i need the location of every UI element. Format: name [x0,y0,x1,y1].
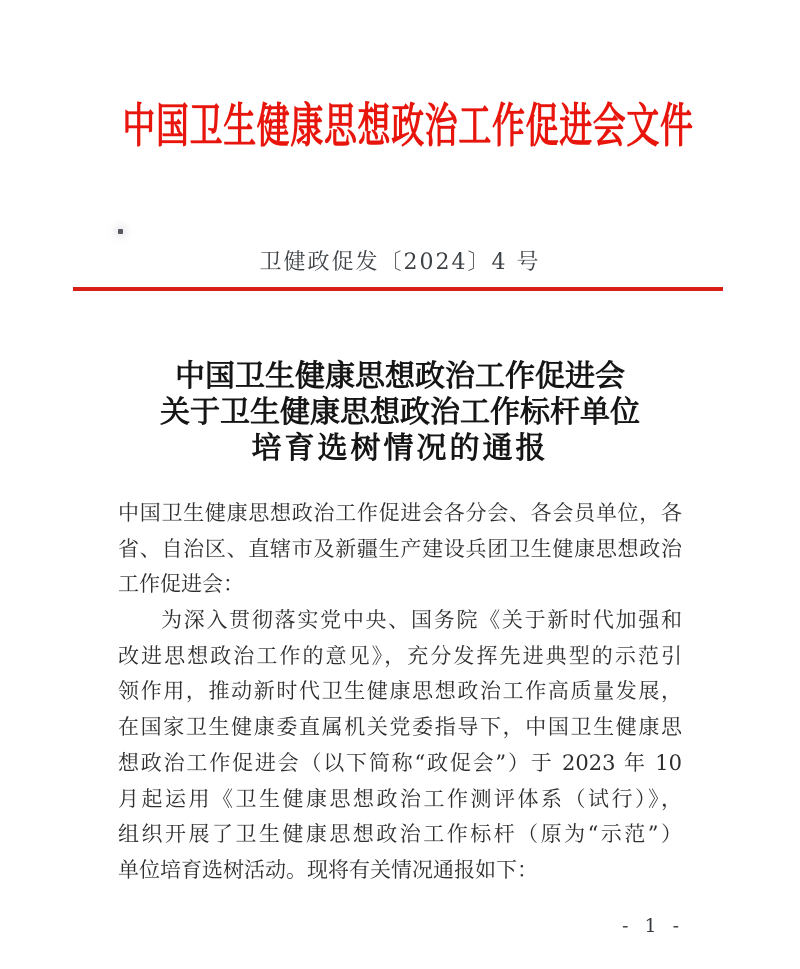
scan-speck [118,229,123,234]
letterhead [0,97,800,157]
document-title-line-2: 关于卫生健康思想政治工作标杆单位 [160,395,640,430]
document-title [0,359,800,467]
body-line: 中国卫生健康思想政治工作促进会各分会、各会员单位，各 [118,501,682,525]
document-body [118,496,682,889]
document-title-line-3: 培育选树情况的通报 [251,431,549,466]
document-number: 卫健政促发〔2024〕4 号 [259,250,541,275]
red-divider-rule [73,287,723,291]
body-line: 想政治工作促进会（以下简称“政促会”）于 2023 年 10 [118,750,682,775]
body-line: 为深入贯彻落实党中央、国务院《关于新时代加强和 [161,608,682,633]
body-line: 组织开展了卫生健康思想政治工作标杆（原为“示范”） [118,822,682,847]
body-line: 在国家卫生健康委直属机关党委指导下，中国卫生健康思 [118,715,682,740]
body-line: 改进思想政治工作的意见》，充分发挥先进典型的示范引 [118,643,682,668]
body-line: 省、自治区、直辖市及新疆生产建设兵团卫生健康思想政治 [118,536,682,561]
body-line: 单位培育选树活动。现将有关情况通报如下： [118,857,538,882]
letterhead-title: 中国卫生健康思想政治工作促进会文件 [122,99,694,154]
body-line: 工作促进会： [118,572,244,597]
document-title-line-1: 中国卫生健康思想政治工作促进会 [175,359,625,394]
page-number: - 1 - [621,915,684,937]
body-line: 领作用，推动新时代卫生健康思想政治工作高质量发展， [118,679,682,704]
body-line: 月起运用《卫生健康思想政治工作测评体系（试行）》， [118,786,682,811]
